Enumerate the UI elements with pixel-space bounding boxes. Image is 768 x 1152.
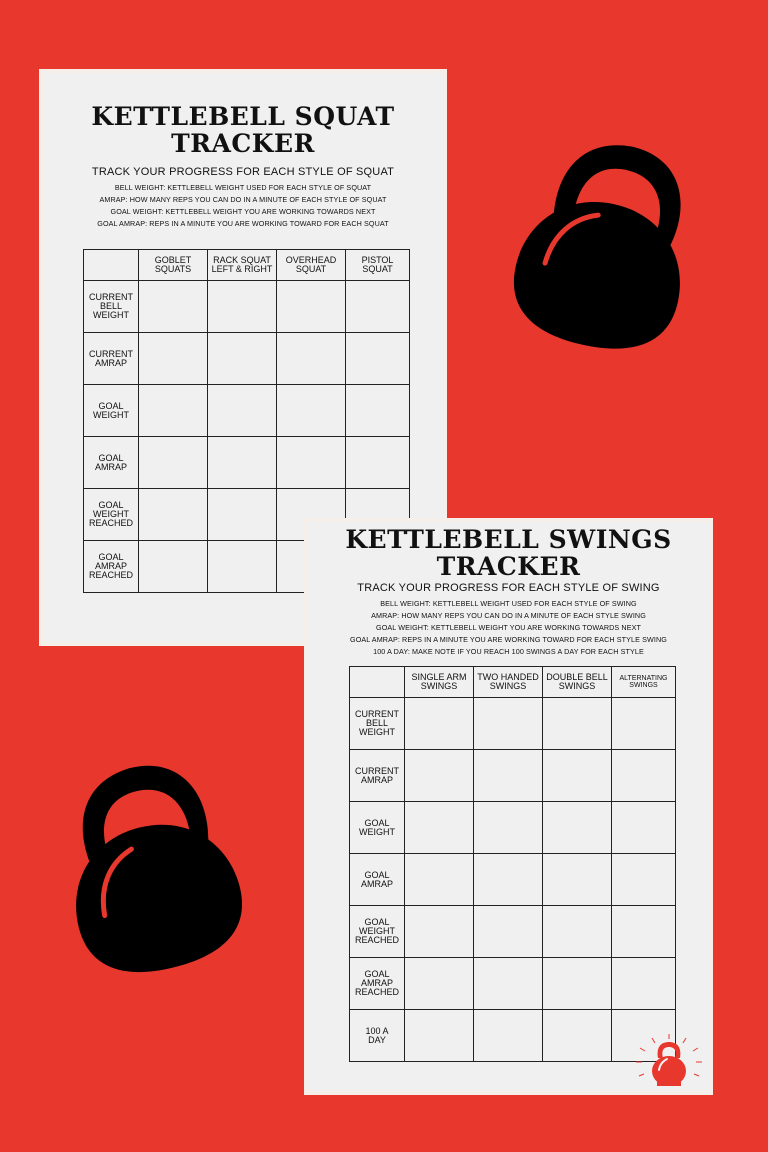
- entry-cell[interactable]: [346, 281, 410, 333]
- table-row: [350, 1010, 676, 1062]
- instruction-line: BELL WEIGHT: KETTLEBELL WEIGHT USED FOR EACH STYLE OF SQUAT: [114, 183, 372, 192]
- instruction-line: GOAL AMRAP: REPS IN A MINUTE YOU ARE WORKING TOWARD FOR EACH SQUAT: [97, 219, 389, 228]
- column-header: RACK SQUAT LEFT & RIGHT: [208, 250, 277, 281]
- entry-cell[interactable]: [139, 333, 208, 385]
- entry-cell[interactable]: [277, 385, 346, 437]
- column-header: GOBLET SQUATS: [139, 250, 208, 281]
- entry-cell[interactable]: [543, 750, 612, 802]
- row-header: GOAL WEIGHT: [84, 385, 139, 437]
- entry-cell[interactable]: [474, 698, 543, 750]
- table-row: [350, 854, 676, 906]
- row-header: 100 A DAY: [350, 1010, 405, 1062]
- swing-tracker-table: [349, 666, 676, 1062]
- entry-cell[interactable]: [208, 489, 277, 541]
- corner-cell: [84, 250, 139, 281]
- entry-cell[interactable]: [474, 750, 543, 802]
- kettlebell-icon: [52, 748, 257, 976]
- entry-cell[interactable]: [612, 958, 676, 1010]
- entry-cell[interactable]: [346, 437, 410, 489]
- entry-cell[interactable]: [405, 698, 474, 750]
- entry-cell[interactable]: [139, 281, 208, 333]
- squat-tracker-subtitle: TRACK YOUR PROGRESS FOR EACH STYLE OF SQUAT: [91, 166, 395, 178]
- swing-tracker-title: KETTLEBELL SWINGS TRACKER: [345, 525, 672, 581]
- row-header: GOAL WEIGHT REACHED: [84, 489, 139, 541]
- entry-cell[interactable]: [612, 750, 676, 802]
- row-header: GOAL AMRAP: [84, 437, 139, 489]
- row-header: GOAL AMRAP: [350, 854, 405, 906]
- instruction-line: 100 A DAY: MAKE NOTE IF YOU REACH 100 SWINGS A DAY FOR EACH STYLE: [373, 647, 644, 656]
- table-row: [84, 333, 410, 385]
- table-row: [350, 906, 676, 958]
- entry-cell[interactable]: [277, 281, 346, 333]
- entry-cell[interactable]: [208, 541, 277, 593]
- swing-tracker-subtitle: TRACK YOUR PROGRESS FOR EACH STYLE OF SWING: [357, 582, 660, 594]
- entry-cell[interactable]: [474, 1010, 543, 1062]
- instruction-line: GOAL AMRAP: REPS IN A MINUTE YOU ARE WORKING TOWARD FOR EACH STYLE SWING: [350, 635, 667, 644]
- squat-instructions: [43, 182, 443, 230]
- header-row: [350, 667, 676, 698]
- entry-cell[interactable]: [405, 1010, 474, 1062]
- entry-cell[interactable]: [612, 698, 676, 750]
- entry-cell[interactable]: [208, 437, 277, 489]
- entry-cell[interactable]: [543, 854, 612, 906]
- column-header: TWO HANDED SWINGS: [474, 667, 543, 698]
- table-row: [350, 958, 676, 1010]
- instruction-line: GOAL WEIGHT: KETTLEBELL WEIGHT YOU ARE WORKING TOWARDS NEXT: [110, 207, 376, 216]
- header-row: [84, 250, 410, 281]
- entry-cell[interactable]: [405, 750, 474, 802]
- column-header: ALTERNATING SWINGS: [612, 667, 676, 698]
- squat-tracker-title: KETTLEBELL SQUAT TRACKER: [91, 102, 395, 158]
- instruction-line: AMRAP: HOW MANY REPS YOU CAN DO IN A MINUTE OF EACH STYLE SWING: [371, 611, 646, 620]
- instruction-line: BELL WEIGHT: KETTLEBELL WEIGHT USED FOR EACH STYLE OF SWING: [380, 599, 637, 608]
- entry-cell[interactable]: [346, 333, 410, 385]
- column-header: SINGLE ARM SWINGS: [405, 667, 474, 698]
- entry-cell[interactable]: [612, 802, 676, 854]
- table-row: [84, 281, 410, 333]
- entry-cell[interactable]: [405, 802, 474, 854]
- entry-cell[interactable]: [405, 906, 474, 958]
- entry-cell[interactable]: [208, 281, 277, 333]
- swing-tracker-sheet: [304, 518, 713, 1095]
- table-row: [84, 385, 410, 437]
- entry-cell[interactable]: [543, 1010, 612, 1062]
- table-row: [350, 802, 676, 854]
- swing-instructions: [308, 598, 709, 658]
- column-header: PISTOL SQUAT: [346, 250, 410, 281]
- row-header: CURRENT BELL WEIGHT: [84, 281, 139, 333]
- row-header: GOAL WEIGHT REACHED: [350, 906, 405, 958]
- instruction-line: GOAL WEIGHT: KETTLEBELL WEIGHT YOU ARE WORKING TOWARDS NEXT: [376, 623, 641, 632]
- entry-cell[interactable]: [346, 385, 410, 437]
- entry-cell[interactable]: [139, 489, 208, 541]
- entry-cell[interactable]: [543, 802, 612, 854]
- column-header: DOUBLE BELL SWINGS: [543, 667, 612, 698]
- row-header: CURRENT AMRAP: [84, 333, 139, 385]
- entry-cell[interactable]: [543, 958, 612, 1010]
- entry-cell[interactable]: [277, 333, 346, 385]
- table-row: [84, 437, 410, 489]
- row-header: GOAL AMRAP REACHED: [84, 541, 139, 593]
- entry-cell[interactable]: [208, 333, 277, 385]
- entry-cell[interactable]: [208, 385, 277, 437]
- entry-cell[interactable]: [612, 906, 676, 958]
- entry-cell[interactable]: [474, 906, 543, 958]
- row-header: GOAL WEIGHT: [350, 802, 405, 854]
- entry-cell[interactable]: [139, 385, 208, 437]
- row-header: CURRENT AMRAP: [350, 750, 405, 802]
- entry-cell[interactable]: [474, 854, 543, 906]
- corner-cell: [350, 667, 405, 698]
- column-header: OVERHEAD SQUAT: [277, 250, 346, 281]
- entry-cell[interactable]: [474, 958, 543, 1010]
- row-header: CURRENT BELL WEIGHT: [350, 698, 405, 750]
- table-row: [350, 698, 676, 750]
- entry-cell[interactable]: [139, 437, 208, 489]
- entry-cell[interactable]: [474, 802, 543, 854]
- entry-cell[interactable]: [543, 906, 612, 958]
- row-header: GOAL AMRAP REACHED: [350, 958, 405, 1010]
- entry-cell[interactable]: [543, 698, 612, 750]
- instruction-line: AMRAP: HOW MANY REPS YOU CAN DO IN A MINUTE OF EACH STYLE OF SQUAT: [99, 195, 387, 204]
- entry-cell[interactable]: [405, 854, 474, 906]
- entry-cell[interactable]: [612, 854, 676, 906]
- kettlebell-logo-icon: [634, 1032, 704, 1094]
- kettlebell-icon: [508, 125, 698, 353]
- entry-cell[interactable]: [139, 541, 208, 593]
- table-row: [350, 750, 676, 802]
- entry-cell[interactable]: [405, 958, 474, 1010]
- entry-cell[interactable]: [277, 437, 346, 489]
